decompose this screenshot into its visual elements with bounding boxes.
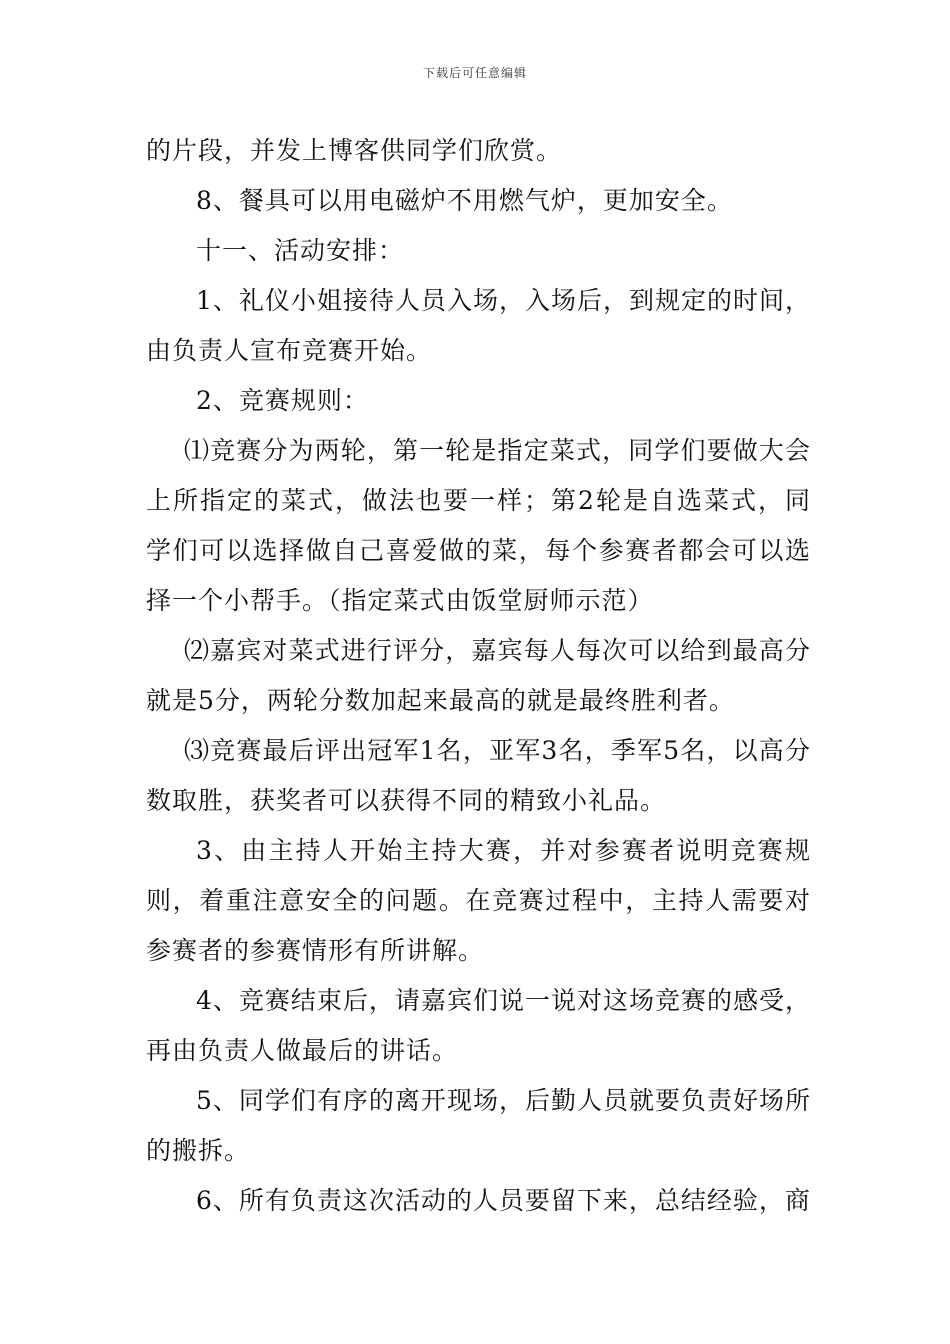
paragraph-7: ⑵嘉宾对菜式进行评分，嘉宾每人每次可以给到最高分就是5分，两轮分数加起来最高的就是最终胜利者。: [146, 636, 811, 715]
paragraph-4: 1、礼仪小姐接待人员入场，入场后，到规定的时间，由负责人宣布竞赛开始。: [146, 286, 811, 365]
paragraph-9: 3、由主持人开始主持大赛，并对参赛者说明竞赛规则，着重注意安全的问题。在竞赛过程中，主持人需要对参赛者的参赛情形有所讲解。: [146, 836, 811, 965]
page-header: 下载后可任意编辑: [422, 66, 527, 80]
paragraph-11: 5、同学们有序的离开现场，后勤人员就要负责好场所的搬拆。: [146, 1086, 811, 1165]
paragraph-8: ⑶竞赛最后评出冠军1名，亚军3名，季军5名，以高分数取胜，获奖者可以获得不同的精致小礼品。: [146, 736, 811, 815]
paragraph-3: 十一、活动安排：: [196, 236, 405, 265]
paragraph-6: ⑴竞赛分为两轮，第一轮是指定菜式，同学们要做大会上所指定的菜式，做法也要一样；第2轮是自选菜式，同学们可以选择做自己喜爱做的菜，每个参赛者都会可以选择一个小帮手。（指定菜式由饭堂厨师示范）: [146, 436, 811, 615]
paragraph-12: 6、所有负责这次活动的人员要留下来，总结经验，商: [196, 1186, 811, 1215]
paragraph-2: 8、餐具可以用电磁炉不用燃气炉，更加安全。: [196, 186, 733, 215]
paragraph-10: 4、竞赛结束后，请嘉宾们说一说对这场竞赛的感受，再由负责人做最后的讲话。: [146, 986, 811, 1065]
paragraph-5: 2、竞赛规则：: [196, 386, 369, 415]
paragraph-1: 的片段，并发上博客供同学们欣赏。: [146, 136, 563, 165]
document-body: [146, 126, 811, 1226]
